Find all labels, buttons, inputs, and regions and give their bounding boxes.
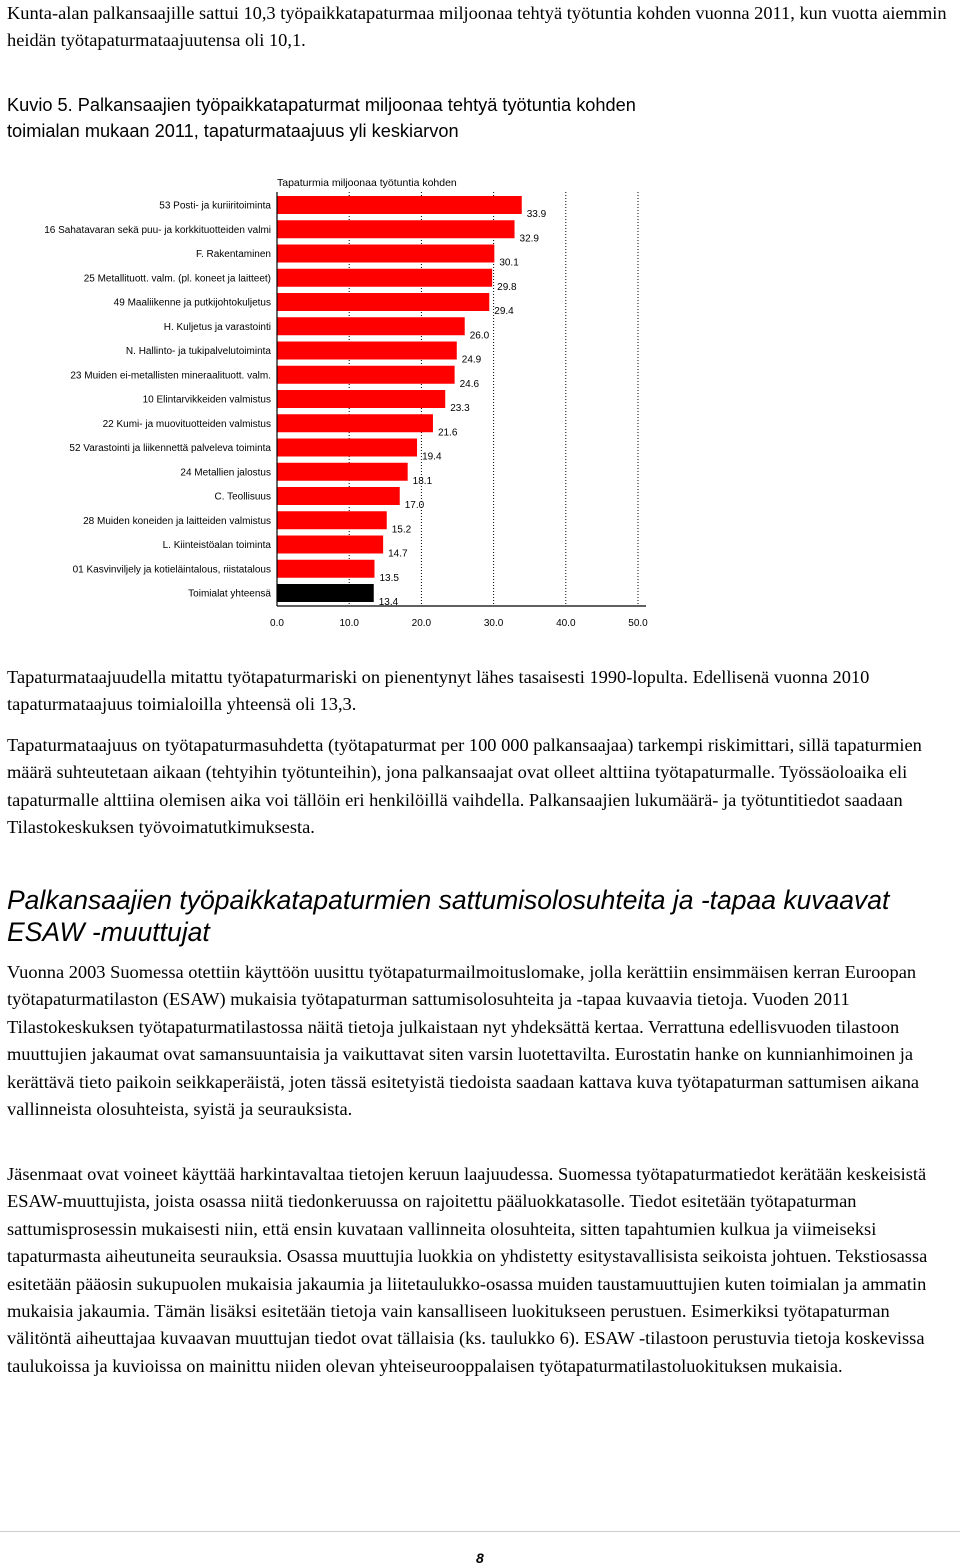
category-label: Toimialat yhteensä: [188, 588, 271, 600]
page-number: 8: [476, 1550, 484, 1566]
paragraph-risk-trend: Tapaturmataajuudella mitattu työtapaturmariski on pienentynyt lähes tasaisesti 1990-lopulta. Edellisenä vuonna 2010 tapaturmataajuus toimialoilla yhteensä oli 13,3.: [7, 667, 870, 715]
category-label: 16 Sahatavaran sekä puu- ja korkkituotteiden valmi: [44, 224, 271, 236]
x-tick-label: 30.0: [483, 618, 504, 629]
x-tick-label: 40.0: [556, 618, 576, 629]
value-label: 14.7: [388, 548, 408, 560]
bar: [277, 293, 489, 311]
x-tick-label: 20.0: [411, 618, 432, 629]
category-label: 28 Muiden koneiden ja laitteiden valmistus: [83, 515, 271, 527]
figure-caption: Kuvio 5. Palkansaajien työpaikkatapaturmat miljoonaa tehtyä työtuntia kohden toimialan mukaan 2011, tapaturmataajuus yli keskiarvon: [7, 95, 636, 141]
value-label: 32.9: [519, 233, 540, 245]
bar: [277, 536, 383, 554]
category-label: 53 Posti- ja kuriiritoiminta: [159, 200, 271, 212]
value-label: 21.6: [437, 427, 458, 439]
footer-divider: [0, 1531, 960, 1532]
paragraph-member-states: Jäsenmaat ovat voineet käyttää harkintavaltaa tietojen keruun laajuudessa. Suomessa työtapaturmatiedot kerätään keskeisistä ESAW-muuttujista, joista osassa niitä tiedonkeruussa on rajoitettu pääluokkatasolle. Tiedot esitetään työtapaturman sattumisprosessin mukaisesti niin, että ensin kuvataan vallinneita olosuhteita, sitten tapahtumien kulkua ja viimeiseksi tapaturmasta aiheutuneita seurauksia. Osassa muuttujia luokkia on yhdistetty esitystavallisista seikoista johtuen. Tekstiosassa esitetään pääosin sukupuolen mukaisia jakaumia ja liitetaulukko-osassa muiden taustamuuttujien kuten toimialan ja ammatin mukaisia jakaumia. Tämän lisäksi esitetään tietoja vain kansalliseen luokitukseen perustuen. Esimerkiksi työtapaturman välitöntä aiheuttajaa kuvaavan muuttujan tiedot ovat tällaisia (ks. taulukko 6). ESAW -tilastoon perustuvia tietoja koskevissa taulukoissa ja kuvioissa on mainittu niiden olevan yhteiseurooppalaisen työtapaturmatilastoluokituksen mukaisia.: [7, 1164, 928, 1376]
value-label: 29.4: [494, 306, 514, 317]
bar: [277, 487, 400, 505]
category-label: 25 Metallituott. valm. (pl. koneet ja laitteet): [83, 273, 271, 285]
section-heading: Palkansaajien työpaikkatapaturmien sattumisolosuhteita ja -tapaa kuvaavat ESAW -muuttujat: [7, 885, 890, 947]
category-label: 01 Kasvinviljely ja kotieläintalous, riistatalous: [72, 564, 271, 576]
x-tick-label: 10.0: [339, 618, 359, 629]
category-label: H. Kuljetus ja varastointi: [163, 321, 271, 333]
bar: [277, 463, 408, 481]
category-label: F. Rakentaminen: [195, 249, 271, 260]
category-label: 10 Elintarvikkeiden valmistus: [142, 394, 271, 406]
bar: [277, 560, 374, 578]
bar: [277, 245, 494, 263]
x-tick-label: 50.0: [628, 618, 648, 629]
bar: [277, 317, 465, 335]
category-label: C. Teollisuus: [214, 491, 271, 503]
value-label: 30.1: [499, 257, 519, 269]
category-label: 24 Metallien jalostus: [180, 467, 271, 479]
bar: [277, 196, 522, 214]
bar: [277, 390, 445, 408]
value-label: 26.0: [469, 330, 490, 342]
bar: [277, 414, 433, 432]
intro-paragraph: Kunta-alan palkansaajille sattui 10,3 työpaikkatapaturmaa miljoonaa tehtyä työtuntia kohden vuonna 2011, kun vuotta aiemmin heidän työtapaturmataajuutensa oli 10,1.: [7, 3, 947, 51]
value-label: 18.1: [412, 475, 433, 487]
bar: [277, 342, 457, 360]
category-label: 49 Maaliikenne ja putkijohtokuljetus: [113, 297, 271, 309]
bar: [277, 269, 492, 287]
category-label: N. Hallinto- ja tukipalvelutoiminta: [125, 346, 271, 357]
value-label: 24.9: [461, 354, 482, 366]
bar-chart: [0, 172, 660, 639]
bar-chart-svg: [0, 172, 660, 634]
category-label: 23 Muiden ei-metallisten mineraalituott. valm.: [70, 370, 271, 382]
chart-title: Tapaturmia miljoonaa työtuntia kohden: [277, 177, 457, 189]
value-label: 13.4: [378, 597, 399, 608]
paragraph-esaw-intro: Vuonna 2003 Suomessa otettiin käyttöön uusittu työtapaturmailmoituslomake, jolla kerättiin ensimmäisen kerran Euroopan työtapaturmatilaston (ESAW) mukaisia työtapaturman sattumisolosuhteita ja -tapaa kuvaavia tietoja. Vuoden 2011 Tilastokeskuksen työtapaturmatilastossa näitä tietoja julkaistaan nyt yhdeksättä kertaa. Verrattuna edellisvuoden tilastoon muuttujien jakaumat ovat samansuuntaisia ja vaikuttavat siten varsin luotettavilta. Eurostatin hanke on kunnianhimoinen ja kerättävä tieto paikoin seikkaperäistä, joten tässä esitetyistä tiedoista saadaan kattava kuva työtapaturman sattumisen aikana vallinneista olosuhteista, syistä ja seurauksista.: [7, 962, 920, 1120]
value-label: 17.0: [404, 500, 425, 511]
value-label: 15.2: [391, 524, 412, 536]
value-label: 13.5: [379, 572, 399, 584]
value-label: 23.3: [450, 403, 470, 414]
paragraph-frequency-definition: Tapaturmataajuus on työtapaturmasuhdetta (työtapaturmat per 100 000 palkansaajaa) tarkempi riskimittari, sillä tapaturmien määrä suhteutetaan aikaan (tehtyihin työtunteihin), jona palkansaajat ovat olleet alttiina työtapaturmalle. Työssäoloaika eli tapaturmalle alttiina olemisen aika voi tällöin eri henkilöillä vaihdella. Palkansaajien lukumäärä- ja työtuntitiedot saadaan Tilastokeskuksen työvoimatutkimuksesta.: [7, 735, 922, 838]
bar: [277, 511, 387, 529]
x-tick-label: 0.0: [270, 618, 284, 629]
bar: [277, 439, 417, 457]
value-label: 33.9: [526, 209, 547, 220]
category-label: 52 Varastointi ja liikennettä palveleva toiminta: [69, 443, 271, 454]
category-label: 22 Kumi- ja muovituotteiden valmistus: [102, 418, 271, 430]
bar: [277, 584, 374, 602]
value-label: 29.8: [497, 281, 517, 293]
value-label: 24.6: [459, 378, 480, 390]
bar: [277, 366, 455, 384]
value-label: 19.4: [422, 451, 442, 463]
category-label: L. Kiinteistöalan toiminta: [162, 540, 271, 551]
bar: [277, 220, 515, 238]
